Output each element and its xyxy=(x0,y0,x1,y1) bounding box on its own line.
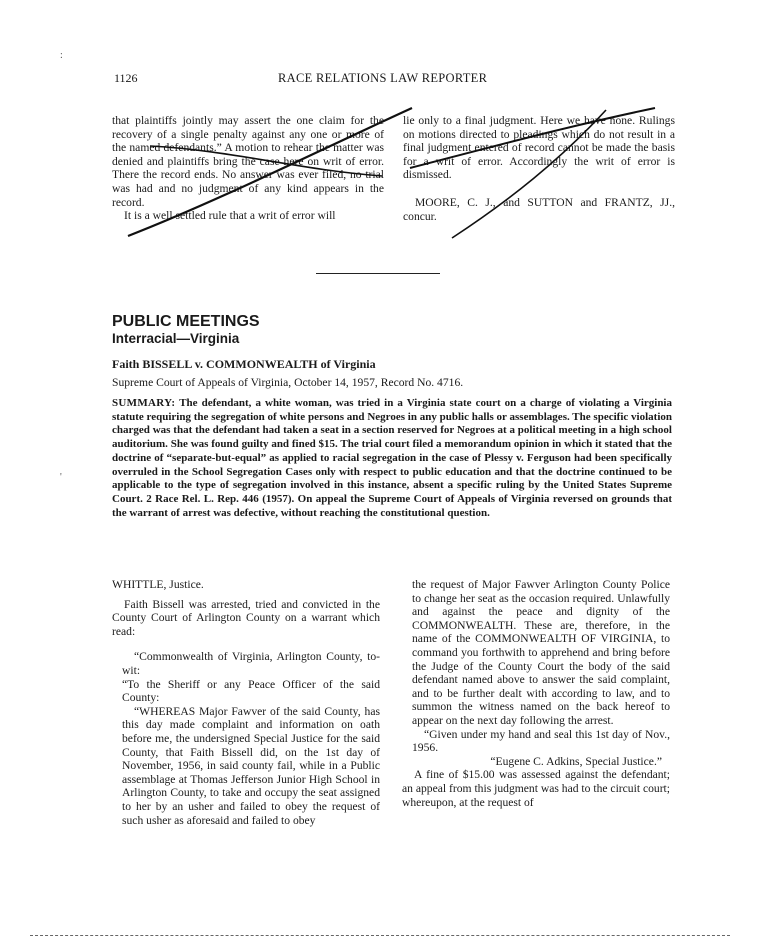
paragraph: Faith Bissell was arrested, tried and convicted in the County Court of Arlington County on a warrant which read: xyxy=(112,597,380,638)
case-summary xyxy=(112,397,672,520)
paragraph: It is a well settled rule that a writ of error will xyxy=(124,209,336,223)
paragraph: “WHEREAS Major Fawver of the said County, has this day made complaint and information on oath before me, the undersigned Special Justice for the said County, that Faith Bissell did, on the 1st day of November, 1956, in said county fail, while in a Public assemblage at Thomas Jefferson Junior High School in Arlington County, to take and occupy the seat assigned to her by an usher and failed to obey the request of such usher as aforesaid and failed to obey xyxy=(122,704,380,827)
section-subheading: Interracial—Virginia xyxy=(112,331,240,346)
concurrence: MOORE, C. J., and SUTTON and FRANTZ, JJ., concur. xyxy=(403,195,675,223)
paragraph: “Commonwealth of Virginia, Arlington County, to-wit: xyxy=(122,650,380,677)
scan-speck: : xyxy=(60,50,63,61)
paragraph: lie only to a final judgment. Here we have none. Rulings on motions directed to pleadings which do not result in a final judgment entered of record cannot be made the basis for a writ of error. Accordingly the writ of error is dismissed. xyxy=(403,114,675,182)
paragraph: the request of Major Fawver Arlington County Police to change her seat as the occasion required. Unlawfully and against the peace and dignity of the COMMONWEALTH. These are, therefore, in the name of the COMMONWEALTH OF VIRGINIA, to command you forthwith to apprehend and bring before the Judge of the County Court the body of the said defendant named above to answer the said complaint, and to be further dealt with according to law, and to summon the witness named on the back hereof to appear on the next day following the arrest. xyxy=(412,578,670,727)
case-title: Faith BISSELL v. COMMONWEALTH of Virginia xyxy=(112,357,376,371)
paragraph: that plaintiffs jointly may assert the one claim for the recovery of a single penalty against any one or more of the named defendants.” A motion to rehear the matter was denied and plaintiffs bring the case here on writ of error. There the record ends. No answer was ever filed, no trial was had and no judgment of any kind appears in the record. xyxy=(112,114,384,209)
warrant-quote xyxy=(112,650,380,827)
opinion-left-column xyxy=(112,578,380,827)
court-line: Supreme Court of Appeals of Virginia, October 14, 1957, Record No. 4716. xyxy=(112,376,464,389)
summary-label: SUMMARY: xyxy=(112,397,176,409)
scan-speck: ' xyxy=(60,472,62,483)
justice-name: WHITTLE, Justice. xyxy=(112,578,204,591)
section-heading: PUBLIC MEETINGS xyxy=(112,313,260,330)
page-number: 1126 xyxy=(114,71,138,85)
summary-text: The defendant, a white woman, was tried in a Virginia state court on a charge of violating a Virginia statute requiring the segregation of white persons and Negroes in any public halls or assemblages. The specific violation charged was that the defendant had taken a seat in a section reserved for Negroes at a political meeting in a high school auditorium. She was found guilty and fined $15. The trial court filed a memorandum opinion in which it stated that the doctrine of “separate-but-equal” as applied to racial segregation in the case of Plessy v. Ferguson had been specifically overruled in the School Segregation Cases only with respect to public education and that the doctrine continued to be applicable to the type of segregation involved in this instance, absent a specific ruling by the United States Supreme Court. 2 Race Rel. L. Rep. 446 (1957). On appeal the Supreme Court of Appeals of Virginia reversed on grounds that the warrant of arrest was defective, without reaching the constitutional question. xyxy=(112,397,672,519)
paragraph: “To the Sheriff or any Peace Officer of the said County: xyxy=(122,677,380,705)
previous-case-right-column xyxy=(403,114,675,223)
paragraph: A fine of $15.00 was assessed against the defendant; an appeal from this judgment was had to the circuit court; whereupon, at the request of xyxy=(402,768,670,809)
signature-line: “Eugene C. Adkins, Special Justice.” xyxy=(490,754,662,768)
warrant-quote-continued xyxy=(402,578,670,768)
opinion-right-column xyxy=(402,578,670,809)
scan-edge xyxy=(30,935,730,937)
paragraph: “Given under my hand and seal this 1st day of Nov., 1956. xyxy=(412,727,670,755)
previous-case-left-column xyxy=(112,114,384,223)
running-head: RACE RELATIONS LAW REPORTER xyxy=(278,71,488,85)
section-divider xyxy=(316,273,440,275)
